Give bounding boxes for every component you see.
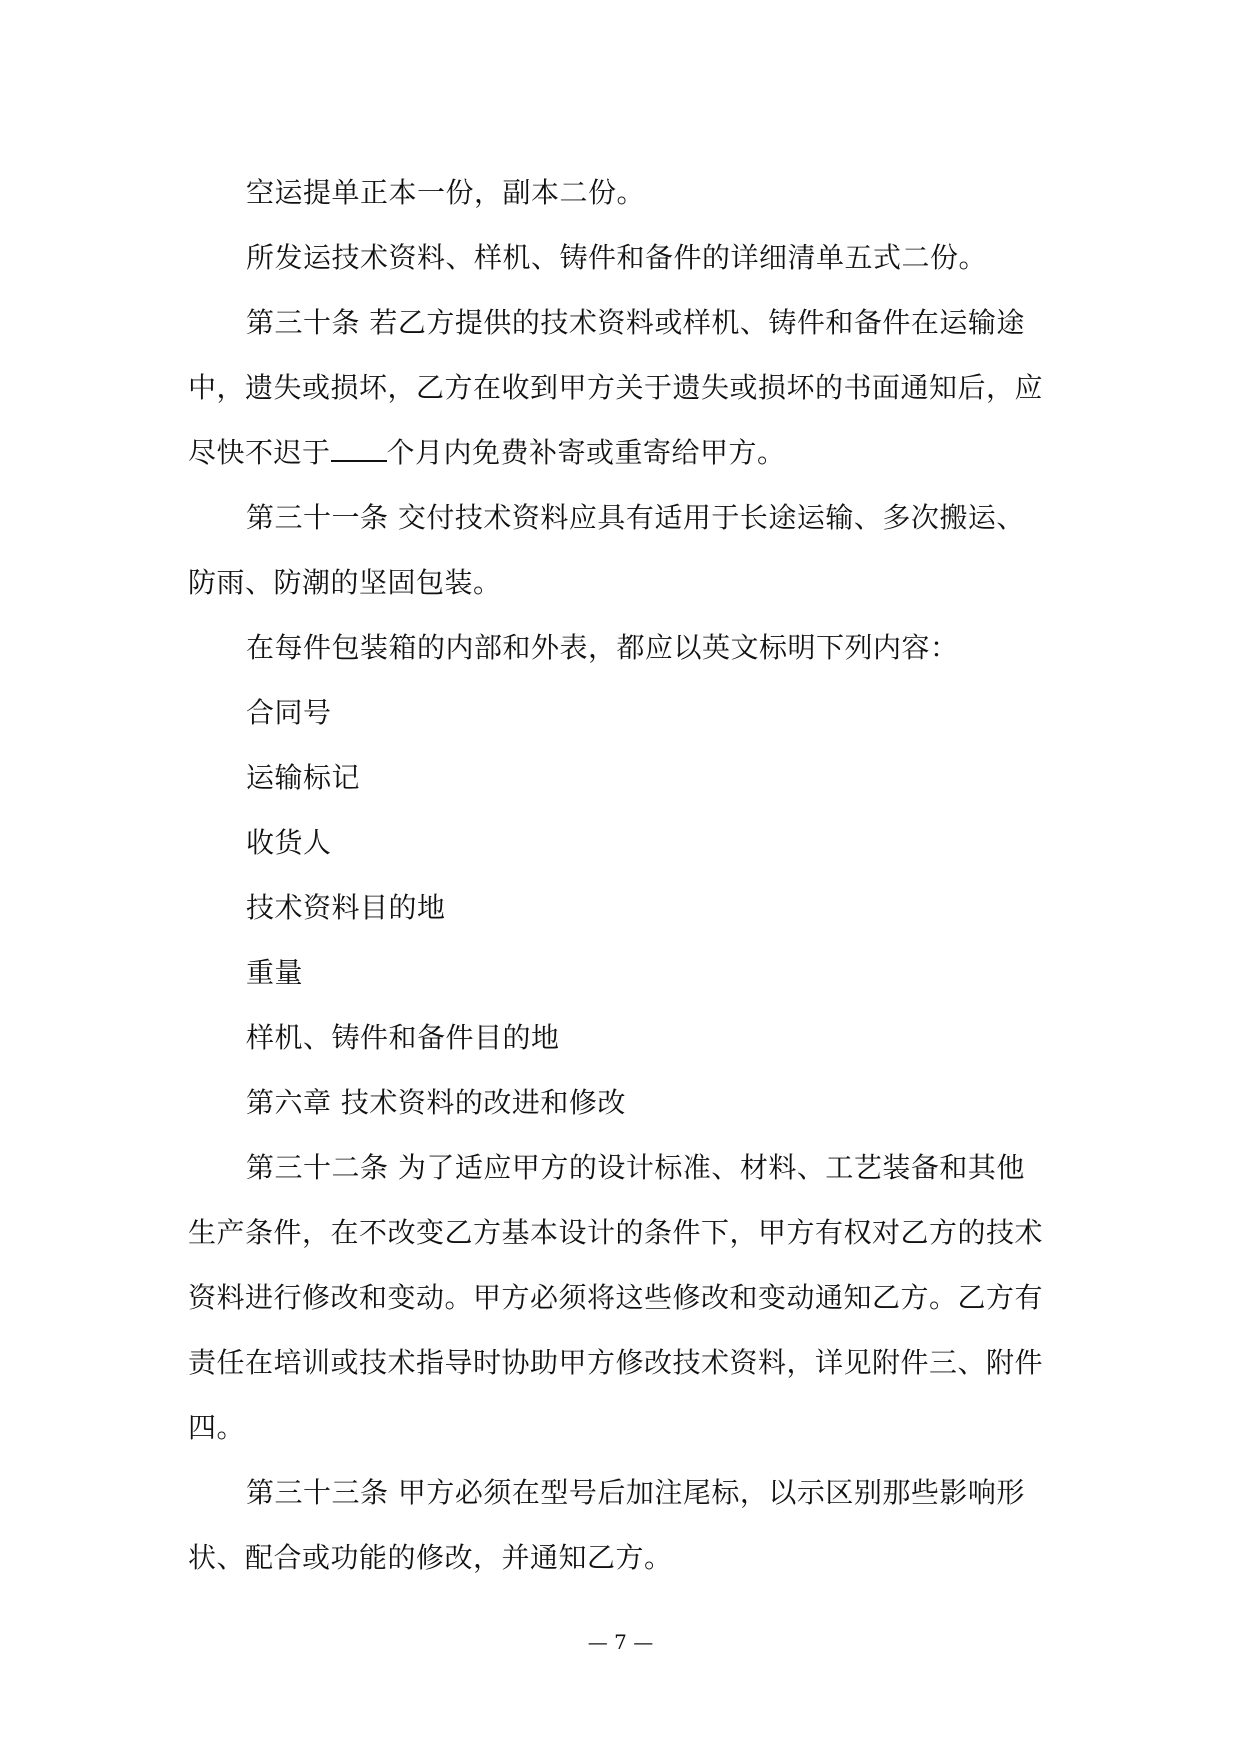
list-item-weight: 重量 [246,956,304,989]
document-body [188,160,1048,1590]
fill-in-blank [331,438,387,462]
paragraph-shipment-list: 所发运技术资料、样机、铸件和备件的详细清单五式二份。 [246,241,988,274]
list-item-tech-doc-destination: 技术资料目的地 [246,891,446,924]
paragraph-article-33: 第三十三条 甲方必须在型号后加注尾标，以示区别那些影响形状、配合或功能的修改，并通知乙方。 [188,1476,1025,1574]
paragraph-article-32: 第三十二条 为了适应甲方的设计标准、材料、工艺装备和其他生产条件，在不改变乙方基本设计的条件下，甲方有权对乙方的技术资料进行修改和变动。甲方必须将这些修改和变动通知乙方。乙方有责任在培训或技术指导时协助甲方修改技术资料，详见附件三、附件四。 [188,1151,1044,1444]
paragraph-bill-of-lading: 空运提单正本一份，副本二份。 [246,176,646,209]
list-item-consignee: 收货人 [246,826,332,859]
paragraph-article-30 [188,290,1048,485]
chapter-6-heading: 第六章 技术资料的改进和修改 [246,1086,626,1119]
article-30-text-before: 第三十条 若乙方提供的技术资料或样机、铸件和备件在运输途中，遗失或损坏，乙方在收到甲方关于遗失或损坏的书面通知后，应尽快不迟于 [188,306,1044,469]
list-item-sample-destination: 样机、铸件和备件目的地 [246,1021,560,1054]
page-number: — 7 — [587,1630,654,1654]
article-30-text-after: 个月内免费补寄或重寄给甲方。 [386,436,786,469]
paragraph-packaging-marks-intro: 在每件包装箱的内部和外表，都应以英文标明下列内容： [246,631,959,664]
paragraph-article-31: 第三十一条 交付技术资料应具有适用于长途运输、多次搬运、防雨、防潮的坚固包装。 [188,501,1025,599]
list-item-shipping-mark: 运输标记 [246,761,361,794]
list-item-contract-number: 合同号 [246,696,332,729]
